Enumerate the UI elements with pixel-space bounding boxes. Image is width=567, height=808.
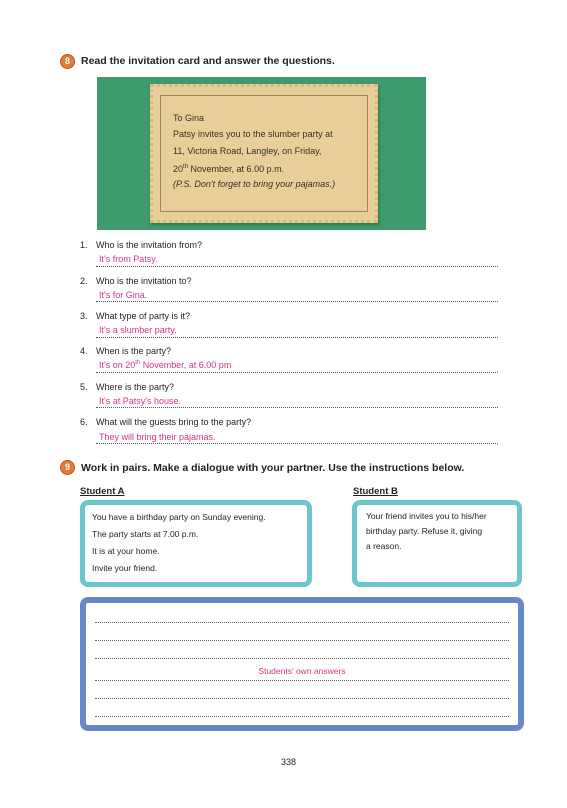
card-line-2: Patsy invites you to the slumber party at: [173, 129, 333, 139]
card-ps: (P.S. Don't forget to bring your pajamas.): [173, 179, 336, 189]
question-3: What type of party is it?: [96, 311, 191, 321]
section-9-badge: 9: [60, 460, 75, 475]
page-number: 338: [280, 757, 297, 767]
card-line-3: 11, Victoria Road, Langley, on Friday,: [173, 146, 322, 156]
student-b-box: [352, 500, 522, 587]
answer-4-line: [96, 372, 498, 373]
writing-line-2[interactable]: [95, 640, 509, 641]
student-a-line-3: It is at your home.: [92, 546, 160, 556]
student-b-label: Student B: [353, 486, 398, 497]
section-9-heading: Work in pairs. Make a dialogue with your partner. Use the instructions below.: [81, 462, 465, 474]
writing-line-3[interactable]: [95, 658, 509, 659]
student-b-line-2: birthday party. Refuse it, giving: [366, 526, 483, 536]
writing-line-6[interactable]: [95, 716, 509, 717]
answer-1: It's from Patsy.: [99, 254, 158, 264]
answer-6: They will bring their pajamas.: [99, 432, 216, 442]
students-own-answers: Students' own answers: [258, 666, 346, 676]
student-a-line-4: Invite your friend.: [92, 563, 158, 573]
question-6-number: 6.: [80, 417, 88, 427]
answer-2-line: [96, 301, 498, 302]
question-5-number: 5.: [80, 382, 88, 392]
writing-line-5[interactable]: [95, 698, 509, 699]
section-8-badge: 8: [60, 54, 75, 69]
student-a-line-1: You have a birthday party on Sunday evening.: [92, 512, 266, 522]
question-4: When is the party?: [96, 346, 172, 356]
writing-line-4[interactable]: [95, 680, 509, 681]
question-6: What will the guests bring to the party?: [96, 417, 252, 427]
card-recipient: To Gina: [173, 113, 205, 123]
student-b-line-3: a reason.: [366, 541, 402, 551]
answer-3: It's a slumber party.: [99, 325, 177, 335]
question-2: Who is the invitation to?: [96, 276, 192, 286]
card-line-4: 20th November, at 6.00 p.m.: [173, 164, 285, 174]
invitation-card: [150, 84, 378, 223]
answer-1-line: [96, 266, 498, 267]
question-1: Who is the invitation from?: [96, 240, 203, 250]
question-5: Where is the party?: [96, 382, 175, 392]
student-b-line-1: Your friend invites you to his/her: [366, 511, 487, 521]
answer-6-line: [96, 443, 498, 444]
answer-5-line: [96, 407, 498, 408]
question-3-number: 3.: [80, 311, 88, 321]
student-a-label: Student A: [80, 486, 125, 497]
writing-line-1[interactable]: [95, 622, 509, 623]
student-a-box: [80, 500, 312, 587]
dialogue-writing-box: [80, 597, 524, 731]
answer-5: It's at Patsy's house.: [99, 396, 181, 406]
answer-3-line: [96, 337, 498, 338]
section-8-heading: Read the invitation card and answer the questions.: [81, 55, 335, 67]
question-1-number: 1.: [80, 240, 88, 250]
question-2-number: 2.: [80, 276, 88, 286]
answer-4: It's on 20th November, at 6.00 pm: [99, 360, 232, 370]
student-a-line-2: The party starts at 7.00 p.m.: [92, 529, 199, 539]
answer-2: It's for Gina.: [99, 290, 148, 300]
question-4-number: 4.: [80, 346, 88, 356]
